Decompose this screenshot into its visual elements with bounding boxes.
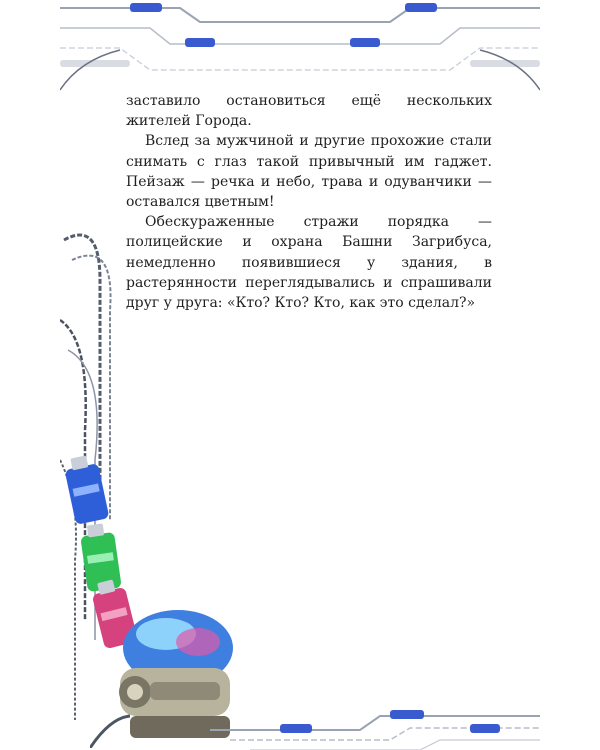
paragraph: заставило остановиться ещё нескольких жителей Города. bbox=[126, 93, 492, 130]
paragraph: Вслед за мужчиной и другие прохожие стали снимать с глаз такой привычный им гаджет. Пейзаж — речка и небо, трава и одуванчики — оставался цветным! bbox=[126, 133, 492, 211]
paragraph: Обескураженные стражи порядка — полицейские и охрана Башни Загрибуса, немедленно появившиеся у здания, в растерянности переглядывались и спрашивали друг у друга: «Кто? Кто? Кто, как это сделал?» bbox=[126, 214, 492, 312]
top-circuit-frame-icon bbox=[60, 0, 540, 100]
story-text bbox=[126, 91, 492, 313]
bottom-circuit-frame-icon bbox=[60, 680, 540, 750]
book-page bbox=[60, 0, 540, 750]
